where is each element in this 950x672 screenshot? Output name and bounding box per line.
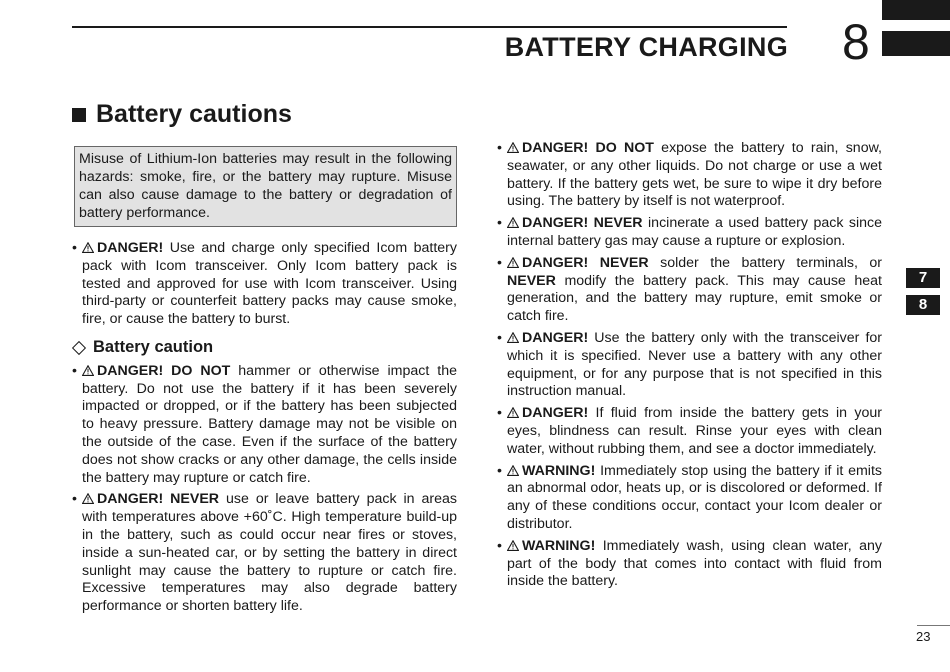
caution-text: Immediately stop using the battery if it emits an abnormal odor, heats up, or is discolored or deformed. If any of these conditions occur, contact your Icom dealer or distributor. — [507, 462, 882, 532]
subsection-title-text: Battery caution — [93, 337, 214, 356]
diamond-icon — [72, 341, 86, 355]
caution-item — [497, 330, 882, 401]
subsection-title — [72, 339, 457, 357]
warning-triangle-icon — [82, 493, 94, 504]
caution-text: Immediately wash, using clean water, any part of the body that comes into contact with fluid from inside the battery. — [507, 537, 882, 590]
caution-label: DANGER! NEVER — [522, 254, 649, 271]
warning-triangle-icon — [507, 332, 519, 343]
chapter-number: 8 — [842, 14, 870, 70]
header-tab-bar-top — [882, 0, 950, 20]
caution-text: use or leave battery pack in areas with temperatures above +60˚C. High temperature build-up in the battery, such as could occur near fires or stoves, inside a sun-heated car, or by setting the battery in direct sunlight may cause the battery to rupture or catch fire. Excessive temperatures may also degrade battery performance or shorten battery life. — [82, 491, 458, 615]
warning-triangle-icon — [507, 465, 519, 476]
caution-text: incinerate a used battery pack since internal battery gas may cause a rupture or explosion. — [507, 215, 882, 249]
caution-item — [72, 240, 457, 329]
caution-label: DANGER! DO NOT — [97, 362, 231, 379]
left-column — [72, 240, 457, 620]
caution-label-secondary: NEVER — [507, 272, 556, 289]
caution-text: expose the battery to rain, snow, seawater, or any other liquids. Do not charge or use a wet battery. If the battery gets wet, be sure to wipe it dry before using. The battery by itself is not waterproof. — [507, 140, 882, 210]
bullet: • — [497, 462, 502, 479]
bullet: • — [72, 240, 77, 256]
caution-label: DANGER! DO NOT — [522, 140, 654, 156]
caution-text: hammer or otherwise impact the battery. Do not use the battery if it has been severely impacted or dropped, or if the battery has been subjected to heavy pressure. Battery damage may not be visible on the outside of the case. Even if the surface of the battery does not show cracks or any other damage, the cells inside the battery may rupture or catch fire. — [82, 362, 457, 486]
caution-item — [497, 215, 882, 251]
bullet: • — [497, 537, 502, 554]
bullet: • — [497, 140, 502, 156]
caution-item — [497, 140, 882, 211]
warning-triangle-icon — [82, 242, 94, 253]
caution-item — [72, 363, 457, 488]
caution-item — [72, 491, 457, 616]
caution-label: DANGER! — [522, 329, 589, 346]
footer-rule — [917, 625, 950, 626]
square-bullet-icon — [72, 108, 86, 122]
warning-triangle-icon — [507, 407, 519, 418]
caution-note-box: Misuse of Lithium-Ion batteries may result in the following hazards: smoke, fire, or the battery may rupture. Misuse can also cause damage to the battery or degradation of battery performance. — [74, 146, 457, 227]
page-number: 23 — [916, 629, 931, 644]
header-rule — [72, 26, 787, 28]
section-title-text: Battery cautions — [96, 100, 292, 128]
warning-triangle-icon — [82, 365, 94, 376]
header-tab-bar-bottom — [882, 31, 950, 56]
caution-label: DANGER! NEVER — [522, 215, 643, 232]
chapter-title: BATTERY CHARGING — [504, 32, 788, 62]
caution-text: Use the battery only with the transceiver for which it is specified. Never use a battery with any other equipment, or for any purpose that is not specified in this instruction manual. — [507, 329, 882, 400]
caution-text: solder the battery terminals, or — [648, 254, 883, 271]
caution-text: Use and charge only specified Icom battery pack with Icom transceiver. Only Icom battery pack is tested and approved for use with Icom transceiver. Using third-party or counterfeit battery packs may cause smoke, fire, or cause the battery to burst. — [82, 240, 457, 328]
caution-text-continued: modify the battery pack. This may cause heat generation, and the battery may rupture, emit smoke or catch fire. — [507, 272, 882, 325]
warning-triangle-icon — [507, 257, 519, 268]
caution-label: DANGER! — [97, 240, 164, 256]
caution-item — [497, 255, 882, 326]
caution-label: WARNING! — [522, 462, 596, 479]
caution-label: DANGER! — [522, 405, 589, 422]
warning-triangle-icon — [507, 540, 519, 551]
caution-label: DANGER! NEVER — [97, 491, 220, 508]
bullet: • — [497, 405, 502, 422]
caution-item — [497, 463, 882, 534]
warning-triangle-icon — [507, 142, 519, 153]
chapter-tab-7[interactable]: 7 — [906, 268, 940, 288]
caution-item — [497, 538, 882, 591]
bullet: • — [497, 329, 502, 346]
bullet: • — [497, 254, 502, 271]
bullet: • — [72, 362, 77, 379]
caution-text: If fluid from inside the battery gets in your eyes, blindness can result. Rinse your eyes with clean water, without rubbing them, and see a doctor immediately. — [507, 405, 882, 457]
caution-item — [497, 405, 882, 458]
chapter-tab-8[interactable]: 8 — [906, 295, 940, 315]
right-column — [497, 140, 882, 595]
warning-triangle-icon — [507, 217, 519, 228]
bullet: • — [497, 215, 502, 232]
caution-label: WARNING! — [522, 537, 596, 554]
section-title — [72, 100, 292, 129]
bullet: • — [72, 491, 77, 508]
